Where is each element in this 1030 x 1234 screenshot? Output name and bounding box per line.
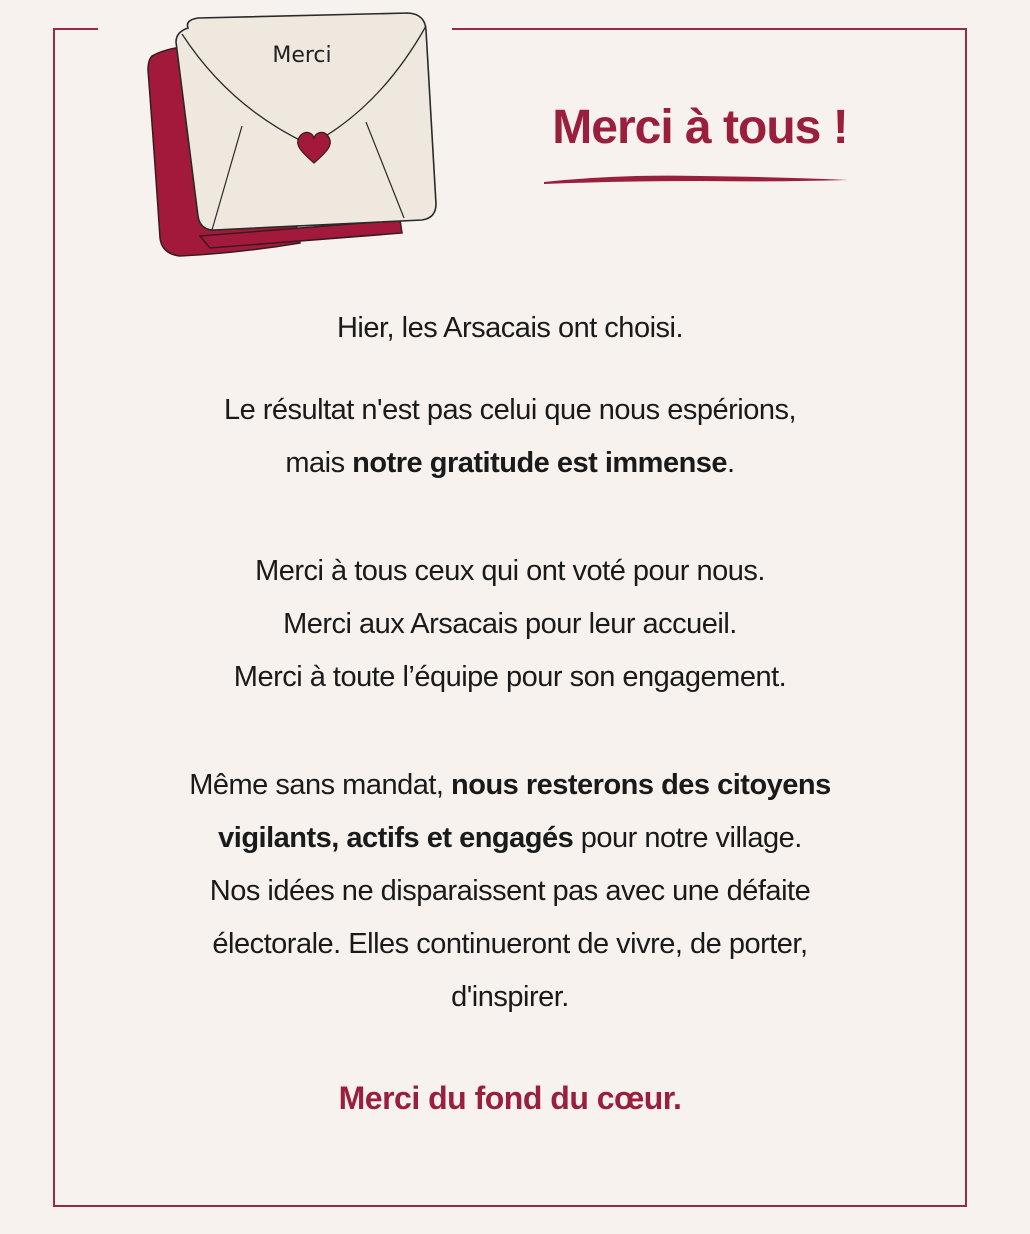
paragraph-commitment: [60, 759, 960, 1024]
text-segment: pour notre village.: [573, 822, 802, 854]
bold-segment: nous resterons des citoyens: [451, 769, 831, 801]
brush-underline: [540, 172, 852, 186]
thanks-line: Merci à toute l’équipe pour son engagement.: [233, 661, 787, 693]
gratitude-line: [60, 437, 960, 490]
commitment-line-3: Nos idées ne disparaissent pas avec une défaite: [209, 875, 811, 907]
commitment-line-5: d'inspirer.: [451, 981, 569, 1013]
paragraph-result: [60, 384, 960, 490]
bold-gratitude: notre gratitude est immense: [352, 447, 728, 479]
text-segment: Même sans mandat,: [189, 769, 452, 801]
envelope-label: Merci: [272, 43, 332, 68]
thanks-line: Merci aux Arsacais pour leur accueil.: [283, 608, 737, 640]
thanks-line: Merci à tous ceux qui ont voté pour nous.: [255, 555, 765, 587]
intro-text: [60, 302, 960, 355]
commitment-line-2: [60, 812, 960, 865]
commitment-line-1: [60, 759, 960, 812]
result-line: Le résultat n'est pas celui que nous espérions,: [223, 394, 797, 426]
bold-segment: vigilants, actifs et engagés: [218, 822, 574, 854]
intro-line: Hier, les Arsacais ont choisi.: [336, 312, 684, 344]
page-title: Merci à tous !: [552, 101, 848, 154]
closing-text: Merci du fond du cœur.: [338, 1080, 682, 1116]
thanks-list: [60, 545, 960, 704]
commitment-line-4: électorale. Elles continueront de vivre, de porter,: [212, 928, 808, 960]
envelope-icon: [140, 8, 450, 258]
text-segment: .: [727, 447, 735, 479]
text-segment: mais: [285, 447, 353, 479]
